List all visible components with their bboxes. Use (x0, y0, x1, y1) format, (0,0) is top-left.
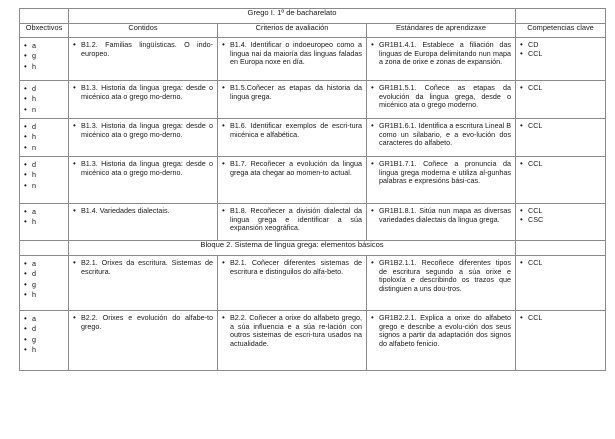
objectives-list (24, 41, 64, 72)
criterion-list (222, 84, 362, 101)
competences-list (520, 41, 601, 58)
criterion-cell (218, 256, 367, 311)
content-cell-inner (69, 311, 217, 333)
objectives-cell (20, 256, 69, 311)
empty-corner-cell (20, 9, 69, 24)
header-competences: Competencias clave (516, 24, 606, 38)
table-title-row (20, 9, 606, 24)
standard-item: • GR1B2.1.1. Recoñece diferentes tipos de escritura segundo a súa orixe e tipoloxía e describindo os trazos que distinguen a uns dou-tros. (371, 259, 511, 293)
standard-cell-inner (367, 311, 515, 350)
competences-list (520, 207, 601, 224)
objectives-cell (20, 311, 69, 371)
content-cell (69, 256, 218, 311)
content-item: • B1.3. Historia da lingua grega: desde o micénico ata o grego mo-derno. (73, 122, 213, 139)
competences-cell (516, 81, 606, 119)
standard-item: • GR1B1.6.1. Identifica a escritura Lineal B como un silabario, e a evo-lución dos caracteres do alfabeto. (371, 122, 511, 148)
standard-item: • GR1B1.7.1. Coñece a pronuncia da lingua grega moderna e utiliza al-gunhas palabras e expresións bási-cas. (371, 160, 511, 186)
objectives-cell-inner (20, 38, 68, 74)
competences-list (520, 259, 601, 268)
competences-cell-inner (516, 81, 605, 95)
header-contents: Contidos (69, 24, 218, 38)
content-list (73, 160, 213, 177)
standard-cell-inner (367, 157, 515, 188)
content-item: • B1.3. Historia da lingua grega: desde o micénico ata o grego mo-derno. (73, 84, 213, 101)
content-cell-inner (69, 204, 217, 218)
standard-cell-inner (367, 204, 515, 226)
block-title: Bloque 2. Sistema de lingua grega: elementos básicos (69, 241, 516, 256)
competences-cell (516, 204, 606, 241)
standard-list (371, 314, 511, 348)
objectives-cell (20, 157, 69, 204)
objectives-cell (20, 38, 69, 81)
content-cell-inner (69, 256, 217, 278)
objectives-cell-inner (20, 311, 68, 358)
competences-item: • CCL (520, 160, 601, 169)
criterion-item: • B2.2. Coñecer a orixe do alfabeto grego, a súa influencia e a súa re-lación con outros sistemas de escri-tura usados na actualidade. (222, 314, 362, 348)
standard-cell-inner (367, 256, 515, 295)
objectives-item: • a (24, 41, 64, 51)
criterion-cell-inner (218, 81, 366, 103)
competences-cell-inner (516, 256, 605, 270)
objectives-item: • a (24, 314, 64, 324)
table-header-row (20, 24, 606, 38)
criterion-item: • B1.5.Coñecer as etapas da historia da lingua grega. (222, 84, 362, 101)
competences-item: • CCL (520, 84, 601, 93)
objectives-item: • h (24, 290, 64, 300)
standard-list (371, 84, 511, 110)
content-cell (69, 38, 218, 81)
block-title-row (20, 241, 606, 256)
content-cell-inner (69, 119, 217, 141)
empty-block-right-cell (516, 241, 606, 256)
table-row (20, 81, 606, 119)
standard-cell-inner (367, 81, 515, 112)
objectives-item: • a (24, 207, 64, 217)
criterion-cell (218, 119, 367, 157)
competences-cell (516, 119, 606, 157)
objectives-list (24, 122, 64, 153)
header-criteria: Criterios de avaliación (218, 24, 367, 38)
objectives-list (24, 84, 64, 115)
content-list (73, 259, 213, 276)
table-row (20, 204, 606, 241)
objectives-cell (20, 81, 69, 119)
criterion-cell (218, 157, 367, 204)
content-list (73, 84, 213, 101)
content-list (73, 314, 213, 331)
standard-item: • GR1B2.2.1. Explica a orixe do alfabeto grego e describe a evolu-ción dos seus signos a partir da adaptación dos signos do alfabeto fenicio. (371, 314, 511, 348)
objectives-item: • h (24, 94, 64, 104)
content-list (73, 207, 213, 216)
objectives-list (24, 259, 64, 301)
content-cell (69, 204, 218, 241)
empty-title-cell (516, 9, 606, 24)
criterion-list (222, 160, 362, 177)
competences-list (520, 84, 601, 93)
competences-cell-inner (516, 157, 605, 171)
objectives-list (24, 160, 64, 191)
objectives-cell-inner (20, 204, 68, 230)
standard-cell-inner (367, 119, 515, 150)
criterion-cell-inner (218, 204, 366, 235)
competences-item: • CD (520, 41, 601, 50)
objectives-item: • a (24, 259, 64, 269)
competences-item: • CCL (520, 50, 601, 59)
competences-list (520, 122, 601, 131)
content-cell (69, 157, 218, 204)
criterion-list (222, 314, 362, 348)
content-cell-inner (69, 81, 217, 103)
objectives-item: • h (24, 62, 64, 72)
table-row (20, 311, 606, 371)
objectives-list (24, 207, 64, 228)
criterion-list (222, 207, 362, 233)
competences-item: • CCL (520, 259, 601, 268)
standard-list (371, 122, 511, 148)
content-item: • B1.4. Variedades dialectais. (73, 207, 213, 216)
criterion-cell (218, 38, 367, 81)
standard-cell-inner (367, 38, 515, 69)
objectives-cell-inner (20, 256, 68, 303)
objectives-item: • d (24, 324, 64, 334)
competences-cell (516, 38, 606, 81)
objectives-item: • g (24, 280, 64, 290)
objectives-item: • d (24, 84, 64, 94)
standard-list (371, 207, 511, 224)
objectives-item: • h (24, 217, 64, 227)
objectives-item: • h (24, 345, 64, 355)
objectives-item: • n (24, 181, 64, 191)
objectives-cell-inner (20, 119, 68, 155)
standard-item: • GR1B1.4.1. Establece a filiación das linguas de Europa delimitando nun mapa a zona de orixe e zonas de expansión. (371, 41, 511, 67)
standard-cell (367, 311, 516, 371)
empty-block-left-cell (20, 241, 69, 256)
table-title: Grego I. 1º de bacharelato (69, 9, 516, 24)
content-list (73, 122, 213, 139)
content-cell (69, 119, 218, 157)
criterion-list (222, 41, 362, 67)
header-objectives: Obxectivos (20, 24, 69, 38)
criterion-list (222, 122, 362, 139)
curriculum-table-container (19, 8, 605, 371)
objectives-item: • d (24, 122, 64, 132)
standard-item: • GR1B1.8.1. Sitúa nun mapa as diversas variedades dialectais da lingua grega. (371, 207, 511, 224)
competences-list (520, 160, 601, 169)
table-row (20, 38, 606, 81)
block2-rows (20, 256, 606, 371)
criterion-cell-inner (218, 311, 366, 350)
objectives-item: • d (24, 269, 64, 279)
criterion-item: • B1.8. Recoñecer a división dialectal da lingua grega e identificar a súa expansión xeográfica. (222, 207, 362, 233)
content-item: • B2.1. Orixes da escritura. Sistemas de escritura. (73, 259, 213, 276)
competences-cell-inner (516, 311, 605, 325)
content-cell (69, 81, 218, 119)
standard-item: • GR1B1.5.1. Coñece as etapas da evolución da lingua grega, desde o micénico ata o grego moderno. (371, 84, 511, 110)
competences-cell (516, 311, 606, 371)
objectives-cell (20, 204, 69, 241)
objectives-cell-inner (20, 157, 68, 193)
standard-cell (367, 157, 516, 204)
objectives-item: • n (24, 143, 64, 153)
competences-cell-inner (516, 119, 605, 133)
table-row (20, 256, 606, 311)
standard-list (371, 41, 511, 67)
criterion-item: • B1.7. Recoñecer a evolución da lingua grega ata chegar ao momen-to actual. (222, 160, 362, 177)
objectives-cell (20, 119, 69, 157)
competences-cell-inner (516, 38, 605, 60)
competences-cell-inner (516, 204, 605, 226)
standard-cell (367, 256, 516, 311)
curriculum-table (19, 8, 606, 371)
criterion-item: • B1.6. Identificar exemplos de escri-tura micénica e alfabética. (222, 122, 362, 139)
content-list (73, 41, 213, 58)
criterion-cell-inner (218, 157, 366, 179)
criterion-list (222, 259, 362, 276)
standard-cell (367, 119, 516, 157)
objectives-item: • d (24, 160, 64, 170)
criterion-cell (218, 81, 367, 119)
objectives-item: • h (24, 170, 64, 180)
criterion-cell-inner (218, 119, 366, 141)
standard-list (371, 160, 511, 186)
block1-rows (20, 38, 606, 241)
criterion-item: • B2.1. Coñecer diferentes sistemas de escritura e distinguilos do alfa-beto. (222, 259, 362, 276)
criterion-item: • B1.4. Identificar o indoeuropeo como a lingua nai da maioría das linguas faladas en Europa noxe en día. (222, 41, 362, 67)
standard-cell (367, 38, 516, 81)
table-row (20, 119, 606, 157)
objectives-item: • g (24, 335, 64, 345)
standard-cell (367, 81, 516, 119)
competences-cell (516, 157, 606, 204)
criterion-cell-inner (218, 256, 366, 278)
criterion-cell-inner (218, 38, 366, 69)
content-cell (69, 311, 218, 371)
content-cell-inner (69, 157, 217, 179)
objectives-item: • n (24, 105, 64, 115)
competences-list (520, 314, 601, 323)
standard-list (371, 259, 511, 293)
competences-item: • CSC (520, 216, 601, 225)
content-item: • B1.2. Familias lingüísticas. O indo-europeo. (73, 41, 213, 58)
objectives-item: • h (24, 132, 64, 142)
content-cell-inner (69, 38, 217, 60)
header-standards: Estándares de aprendizaxe (367, 24, 516, 38)
criterion-cell (218, 204, 367, 241)
standard-cell (367, 204, 516, 241)
table-row (20, 157, 606, 204)
objectives-cell-inner (20, 81, 68, 117)
objectives-item: • g (24, 51, 64, 61)
competences-item: • CCL (520, 314, 601, 323)
criterion-cell (218, 311, 367, 371)
objectives-list (24, 314, 64, 356)
content-item: • B1.3. Historia da lingua grega: desde o micénico ata o grego mo-derno. (73, 160, 213, 177)
content-item: • B2.2. Orixes e evolución do alfabe-to grego. (73, 314, 213, 331)
competences-cell (516, 256, 606, 311)
competences-item: • CCL (520, 207, 601, 216)
competences-item: • CCL (520, 122, 601, 131)
